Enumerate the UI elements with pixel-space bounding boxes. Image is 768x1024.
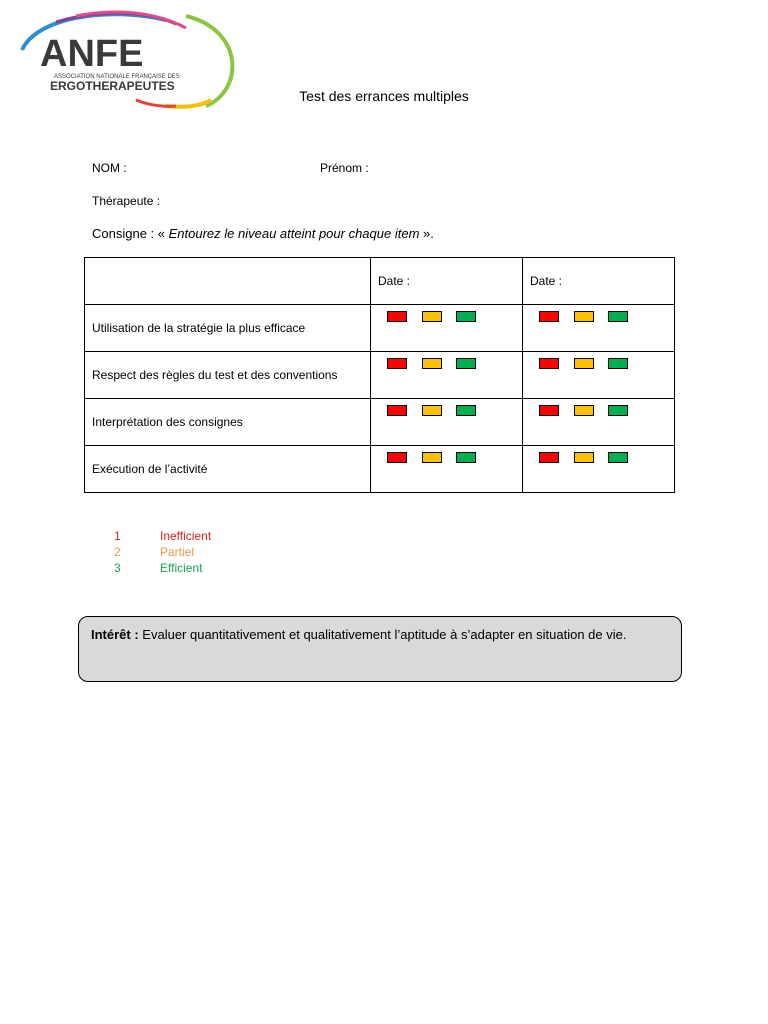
level-red-box[interactable] (539, 358, 559, 369)
date-label-2: Date : (530, 274, 563, 288)
legend (114, 528, 211, 576)
level-yellow-box[interactable] (422, 358, 442, 369)
consigne-text: Entourez le niveau atteint pour chaque item (168, 226, 420, 241)
level-green-box[interactable] (456, 452, 476, 463)
level-green-box[interactable] (456, 311, 476, 322)
consigne-label: Consigne : « (92, 226, 165, 241)
level-yellow-box[interactable] (574, 452, 594, 463)
level-cell (523, 305, 675, 352)
level-red-box[interactable] (539, 452, 559, 463)
level-cell (523, 352, 675, 399)
level-red-box[interactable] (387, 405, 407, 416)
level-green-box[interactable] (608, 358, 628, 369)
table-row (85, 352, 675, 399)
level-red-box[interactable] (539, 405, 559, 416)
table-header-row (85, 258, 675, 305)
table-row (85, 305, 675, 352)
logo-subtitle: ASSOCIATION NATIONALE FRANÇAISE DES (54, 74, 180, 80)
legend-label: Efficient (160, 561, 203, 575)
level-red-box[interactable] (387, 358, 407, 369)
legend-item (114, 544, 211, 560)
consigne (92, 226, 434, 241)
level-yellow-box[interactable] (574, 311, 594, 322)
level-green-box[interactable] (608, 405, 628, 416)
table-row (85, 446, 675, 493)
level-yellow-box[interactable] (574, 358, 594, 369)
table-row (85, 399, 675, 446)
legend-label: Partiel (160, 545, 195, 559)
legend-num: 3 (114, 561, 121, 575)
level-cell (371, 446, 523, 493)
interet-label: Intérêt : (91, 627, 139, 642)
level-green-box[interactable] (608, 311, 628, 322)
legend-label: Inefficient (160, 529, 212, 543)
level-yellow-box[interactable] (574, 405, 594, 416)
level-yellow-box[interactable] (422, 405, 442, 416)
level-cell (371, 352, 523, 399)
level-red-box[interactable] (387, 452, 407, 463)
interet-text: Evaluer quantitativement et qualitativement l’aptitude à s’adapter en situation de vie. (142, 627, 627, 642)
level-cell (371, 305, 523, 352)
level-cell (371, 399, 523, 446)
legend-item (114, 528, 211, 544)
level-yellow-box[interactable] (422, 311, 442, 322)
logo-name: ANFE (40, 33, 144, 75)
item-label: Exécution de l’activité (85, 446, 371, 493)
level-cell (523, 446, 675, 493)
date-label-1: Date : (378, 274, 411, 288)
level-red-box[interactable] (387, 311, 407, 322)
legend-num: 2 (114, 545, 121, 559)
level-green-box[interactable] (608, 452, 628, 463)
level-red-box[interactable] (539, 311, 559, 322)
page-title: Test des errances multiples (299, 88, 469, 104)
nom-label: NOM : (92, 161, 127, 175)
date-header-1[interactable] (371, 258, 523, 305)
consigne-end: ». (423, 226, 434, 241)
therapeute-label: Thérapeute : (92, 194, 161, 208)
item-label: Respect des règles du test et des conventions (85, 352, 371, 399)
header-empty-cell (85, 258, 371, 305)
level-yellow-box[interactable] (422, 452, 442, 463)
evaluation-table (84, 257, 675, 493)
date-header-2[interactable] (523, 258, 675, 305)
item-label: Interprétation des consignes (85, 399, 371, 446)
legend-item (114, 560, 211, 576)
item-label: Utilisation de la stratégie la plus efficace (85, 305, 371, 352)
legend-num: 1 (114, 529, 121, 543)
logo-tagline: ERGOTHERAPEUTES (50, 79, 175, 93)
level-green-box[interactable] (456, 358, 476, 369)
prenom-label: Prénom : (320, 161, 369, 175)
level-green-box[interactable] (456, 405, 476, 416)
level-cell (523, 399, 675, 446)
interet-box (78, 616, 682, 682)
